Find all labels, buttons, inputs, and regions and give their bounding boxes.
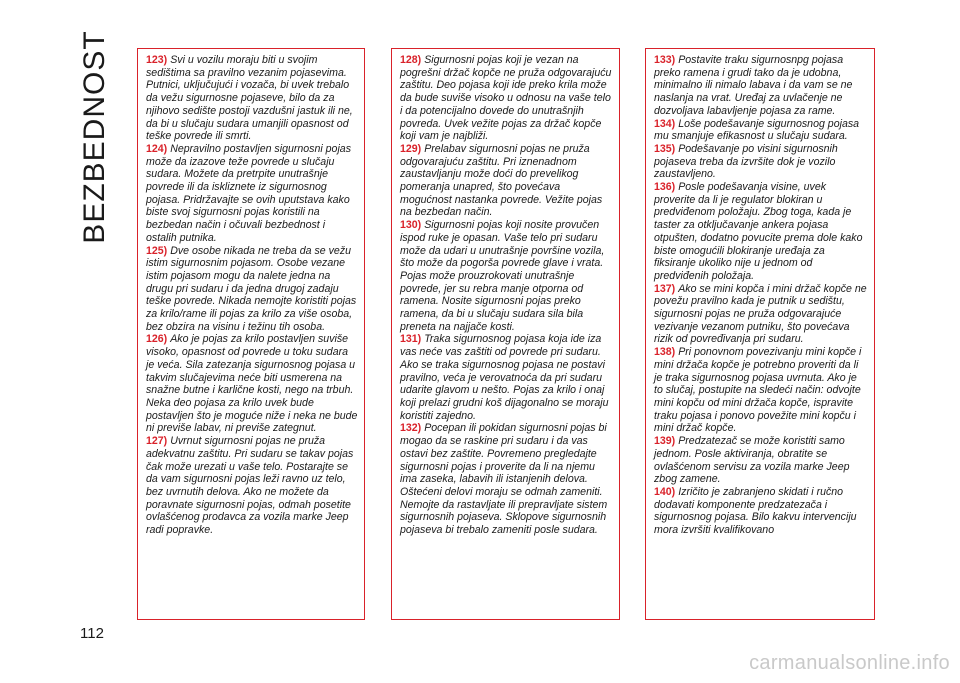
note-text: Izričito je zabranjeno skidati i ručno dodavati komponente predzatezača i sigurnosnog pojasa. Bilo kakvu intervenciju mora izvršiti kvalifikovano	[654, 485, 857, 537]
note-text: Dve osobe nikada ne treba da se vežu istim sigurnosnim pojasom. Osobe vezane istim pojasom mogu da nalete jedna na drugu pri sudaru i da jedna drugoj zadaju teške povrede. Nikada nemojte koristiti pojas za krilo/rame ili pojas za krilo za više osoba, bez obzira na visinu i težinu tih osoba.	[146, 244, 357, 333]
note-text: Svi u vozilu moraju biti u svojim sedištima sa pravilno vezanim pojasevima. Putnici, uključujući i vozača, bi uvek trebalo da vežu sigurnosne pojaseve, bilo da za njihovo sedište postoji vazdušni jastuk ili ne, da bi u slučaju sudara umanjili opasnost od teške povrede ili smrti.	[146, 54, 353, 143]
note-text: Prelabav sigurnosni pojas ne pruža odgovarajuću zaštitu. Pri iznenadnom zaustavljanju može doći do prevelikog pomeranja unapred, što povećava mogućnost nastanka povrede. Vežite pojas na bezbedan način.	[400, 142, 603, 219]
note-number: 124)	[146, 142, 168, 155]
note-number: 136)	[654, 181, 676, 194]
note-text: Pocepan ili pokidan sigurnosni pojas bi mogao da se raskine pri sudaru i da vas ostavi bez zaštite. Povremeno pregledajte sigurnosni pojas i proverite da li na njemu ima zaseka, labavih ili istanjenih delova. Oštećeni delovi moraju se odmah zameniti. Nemojte da rastavljate ili prepravljate sistem sigurnosnih pojaseva. Sklopove sigurnosnih pojaseva bi trebalo zameniti posle sudara.	[400, 422, 608, 537]
safety-note	[146, 143, 358, 245]
note-number: 128)	[400, 54, 422, 66]
note-text: Sigurnosni pojas koji nosite provučen ispod ruke je opasan. Vaše telo pri sudaru može da udari u unutrašnje površine vozila, što može da pogorša povrede glave i vrata. Pojas može prouzrokovati unutrašnje povrede, jer su rebra manje otporna od ramena. Nosite sigurnosni pojas preko ramena, da bi u slučaju sudara sila bila preneta na najjače kosti.	[400, 219, 605, 333]
safety-note	[400, 219, 613, 333]
note-text: Predzatezač se može koristiti samo jednom. Posle aktiviranja, obratite se ovlašćenom servisu za vozila marke Jeep zbog zamene.	[654, 435, 850, 486]
note-number: 127)	[146, 435, 168, 448]
note-number: 123)	[146, 54, 168, 66]
safety-note	[146, 54, 358, 143]
notes-column-1	[137, 48, 365, 620]
safety-note	[400, 143, 613, 219]
note-number: 135)	[654, 142, 676, 155]
note-number: 137)	[654, 282, 676, 295]
safety-note	[654, 54, 868, 118]
note-number: 140)	[654, 485, 676, 498]
note-number: 134)	[654, 117, 676, 130]
notes-column-2	[391, 48, 620, 620]
safety-note	[654, 181, 868, 283]
section-title-text: BEZBEDNOST	[78, 30, 111, 244]
safety-note	[654, 435, 868, 486]
safety-note	[400, 333, 613, 422]
safety-note	[146, 245, 358, 334]
safety-note	[400, 54, 613, 143]
note-text: Traka sigurnosnog pojasa koja ide iza vas neće vas zaštiti od povrede pri sudaru. Ako se traka sigurnosnog pojasa ne postavi pravilno, veća je verovatnoća da pri sudaru udarite glavom u nešto. Pojas za krilo i onaj koji prelazi grudni koš dijagonalno se moraju koristiti zajedno.	[400, 333, 609, 422]
section-title	[60, 0, 130, 244]
note-number: 130)	[400, 219, 422, 232]
safety-note	[654, 346, 868, 435]
safety-note	[400, 422, 613, 536]
safety-note	[654, 118, 868, 143]
note-text: Sigurnosni pojas koji je vezan na pogrešni držač kopče ne pruža odgovarajuću zaštitu. Deo pojasa koji ide preko krila može da bude suviše visoko u odnosu na vaše telo i da potencijalno dovede do unutrašnjih povreda. Uvek vežite pojas za držač kopče koji vam je najbliži.	[400, 54, 612, 143]
note-text: Ako je pojas za krilo postavljen suviše visoko, opasnost od povrede u toku sudara je veća. Sila zatezanja sigurnosnog pojasa u takvim slučajevima neće biti usmerena na snažne butne i karlične kosti, nego na trbuh. Neka deo pojasa za krilo uvek bude postavljen što je moguće niže i neka ne bude ni previše labav, ni previše zategnut.	[146, 333, 358, 435]
note-number: 139)	[654, 435, 676, 448]
safety-note	[146, 435, 358, 537]
safety-note	[146, 333, 358, 435]
watermark: carmanualsonline.info	[749, 652, 950, 674]
safety-note	[654, 486, 868, 537]
page-number: 112	[80, 625, 104, 642]
note-number: 129)	[400, 142, 422, 155]
note-text: Podešavanje po visini sigurnosnih pojaseva treba da izvršite dok je vozilo zaustavljeno.	[654, 142, 838, 181]
note-number: 131)	[400, 333, 422, 346]
note-number: 126)	[146, 333, 168, 346]
note-text: Ako se mini kopča i mini držač kopče ne povežu pravilno kada je putnik u sedištu, sigurnosni pojas ne pruža odgovarajuće vezivanje vezanom putniku, što povećava rizik od povređivanja pri sudaru.	[654, 282, 867, 346]
note-text: Nepravilno postavljen sigurnosni pojas može da izazove teže povrede u slučaju sudara. Možete da pretrpite unutrašnje povrede ili da iskliznete iz sigurnosnog pojasa. Pridržavajte se ovih uputstava kako biste svoj sigurnosni pojas koristili na bezbedan način i očuvali bezbednost i ostalih putnika.	[146, 142, 351, 244]
note-text: Uvrnut sigurnosni pojas ne pruža adekvatnu zaštitu. Pri sudaru se takav pojas čak može urezati u vaše telo. Postarajte se da vam sigurnosni pojas leži ravno uz telo, bez uvrnutih delova. Ako ne možete da poravnate sigurnosni pojas, odmah posetite ovlašćenog prodavca za vozila marke Jeep radi popravke.	[146, 435, 354, 537]
note-text: Pri ponovnom povezivanju mini kopče i mini držača kopče je potrebno proveriti da li je traka sigurnosnog pojasa uvrnuta. Ako je to slučaj, postupite na sledeći način: odvojte mini kopču od mini držača kopče, ispravite traku pojasa i ponovo povežite mini kopču i mini držač kopče.	[654, 346, 862, 435]
safety-note	[654, 143, 868, 181]
note-text: Loše podešavanje sigurnosnog pojasa mu smanjuje efikasnost u slučaju sudara.	[654, 117, 860, 143]
note-number: 133)	[654, 54, 676, 66]
safety-note	[654, 283, 868, 347]
note-text: Postavite traku sigurnosnpg pojasa preko ramena i grudi tako da je udobna, minimalno ili nimalo labava i da vam se ne naslanja na vrat. Uređaj za uvlačenje ne dozvoljava labavljenje pojasa za rame.	[654, 54, 853, 117]
note-text: Posle podešavanja visine, uvek proverite da li je regulator blokiran u predviđenom položaju. Zbog toga, kada je taster za otključavanje ankera pojasa otpušten, dodatno povucite prema dole kako biste omogućili blokiranje uređaja za fiksiranje ukoliko nije u jednom od predviđenih položaja.	[654, 181, 863, 282]
note-number: 132)	[400, 422, 422, 435]
note-number: 125)	[146, 244, 168, 257]
note-number: 138)	[654, 346, 676, 359]
notes-column-3	[645, 48, 875, 620]
